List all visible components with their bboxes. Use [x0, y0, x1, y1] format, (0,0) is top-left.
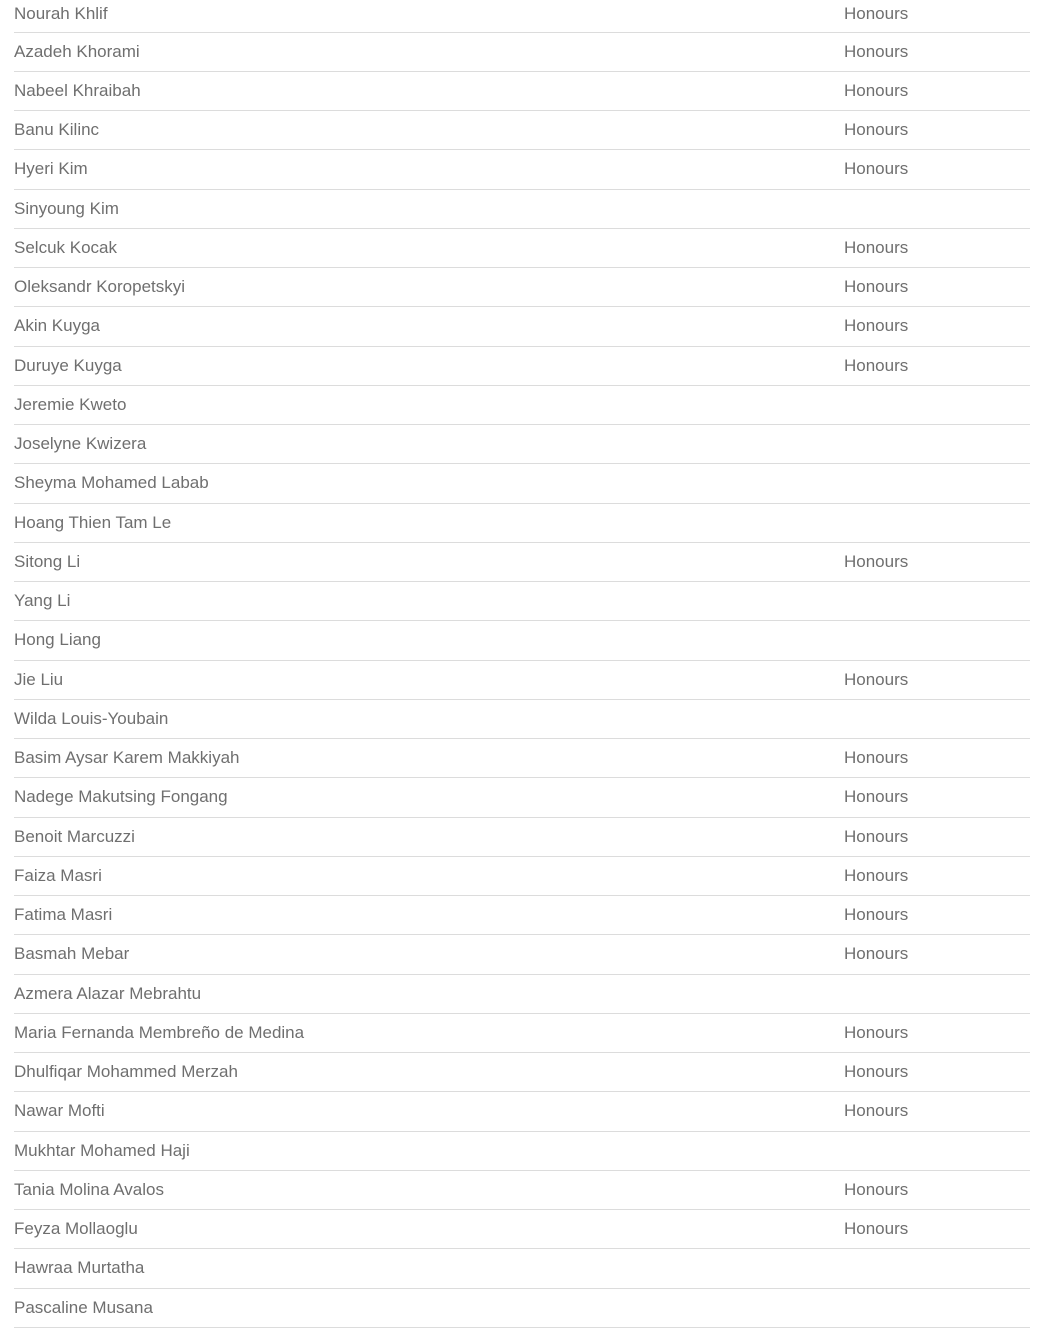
table-row [14, 856, 1030, 895]
honours-distinction: Honours [844, 1092, 1030, 1131]
graduate-name: Maria Fernanda Membreño de Medina [14, 1013, 844, 1052]
graduates-table [14, 0, 1030, 1328]
graduates-table-body [14, 0, 1030, 1327]
graduate-name: Yang Li [14, 582, 844, 621]
table-row [14, 1053, 1030, 1092]
graduate-name: Azadeh Khorami [14, 32, 844, 71]
table-row [14, 32, 1030, 71]
honours-distinction: Honours [844, 268, 1030, 307]
graduate-name: Jie Liu [14, 660, 844, 699]
table-row [14, 1170, 1030, 1209]
graduate-name: Jeremie Kweto [14, 385, 844, 424]
honours-distinction [844, 1249, 1030, 1288]
honours-distinction: Honours [844, 71, 1030, 110]
table-row [14, 464, 1030, 503]
table-row [14, 660, 1030, 699]
honours-distinction [844, 1288, 1030, 1327]
honours-distinction [844, 974, 1030, 1013]
table-row [14, 0, 1030, 32]
graduate-name: Nourah Khlif [14, 0, 844, 32]
table-row [14, 1131, 1030, 1170]
table-row [14, 71, 1030, 110]
graduate-name: Sinyoung Kim [14, 189, 844, 228]
honours-distinction: Honours [844, 896, 1030, 935]
honours-distinction [844, 189, 1030, 228]
graduate-name: Basmah Mebar [14, 935, 844, 974]
table-row [14, 974, 1030, 1013]
graduate-name: Joselyne Kwizera [14, 425, 844, 464]
graduate-name: Benoit Marcuzzi [14, 817, 844, 856]
graduate-name: Hyeri Kim [14, 150, 844, 189]
graduate-name: Wilda Louis-Youbain [14, 699, 844, 738]
graduate-name: Banu Kilinc [14, 111, 844, 150]
graduate-name: Mukhtar Mohamed Haji [14, 1131, 844, 1170]
table-row [14, 1249, 1030, 1288]
honours-distinction: Honours [844, 1053, 1030, 1092]
honours-distinction: Honours [844, 856, 1030, 895]
honours-distinction [844, 385, 1030, 424]
table-row [14, 268, 1030, 307]
honours-distinction: Honours [844, 150, 1030, 189]
honours-distinction: Honours [844, 935, 1030, 974]
table-row [14, 189, 1030, 228]
honours-distinction: Honours [844, 542, 1030, 581]
honours-distinction [844, 621, 1030, 660]
table-row [14, 778, 1030, 817]
graduate-name: Oleksandr Koropetskyi [14, 268, 844, 307]
table-row [14, 150, 1030, 189]
table-row [14, 896, 1030, 935]
honours-distinction: Honours [844, 32, 1030, 71]
graduate-name: Faiza Masri [14, 856, 844, 895]
graduate-name: Sheyma Mohamed Labab [14, 464, 844, 503]
graduate-name: Hong Liang [14, 621, 844, 660]
table-row [14, 935, 1030, 974]
table-row [14, 385, 1030, 424]
table-row [14, 346, 1030, 385]
honours-distinction [844, 1131, 1030, 1170]
honours-distinction: Honours [844, 1170, 1030, 1209]
honours-distinction [844, 425, 1030, 464]
graduate-name: Pascaline Musana [14, 1288, 844, 1327]
graduate-name: Hoang Thien Tam Le [14, 503, 844, 542]
honours-distinction [844, 699, 1030, 738]
graduate-name: Hawraa Murtatha [14, 1249, 844, 1288]
honours-distinction: Honours [844, 111, 1030, 150]
graduate-name: Nabeel Khraibah [14, 71, 844, 110]
honours-distinction: Honours [844, 307, 1030, 346]
table-row [14, 228, 1030, 267]
table-row [14, 542, 1030, 581]
honours-distinction: Honours [844, 0, 1030, 32]
graduate-name: Akin Kuyga [14, 307, 844, 346]
honours-distinction [844, 582, 1030, 621]
graduate-name: Azmera Alazar Mebrahtu [14, 974, 844, 1013]
table-row [14, 1092, 1030, 1131]
table-row [14, 503, 1030, 542]
table-row [14, 817, 1030, 856]
table-row [14, 1013, 1030, 1052]
honours-distinction: Honours [844, 817, 1030, 856]
table-row [14, 111, 1030, 150]
table-row [14, 582, 1030, 621]
graduate-name: Nawar Mofti [14, 1092, 844, 1131]
table-row [14, 1210, 1030, 1249]
graduate-name: Basim Aysar Karem Makkiyah [14, 739, 844, 778]
graduate-name: Fatima Masri [14, 896, 844, 935]
table-row [14, 699, 1030, 738]
graduate-name: Sitong Li [14, 542, 844, 581]
honours-distinction: Honours [844, 228, 1030, 267]
honours-distinction: Honours [844, 660, 1030, 699]
table-row [14, 307, 1030, 346]
graduate-name: Dhulfiqar Mohammed Merzah [14, 1053, 844, 1092]
graduate-name: Tania Molina Avalos [14, 1170, 844, 1209]
table-row [14, 1288, 1030, 1327]
graduate-name: Selcuk Kocak [14, 228, 844, 267]
honours-distinction [844, 503, 1030, 542]
table-row [14, 425, 1030, 464]
graduate-name: Duruye Kuyga [14, 346, 844, 385]
graduate-name: Nadege Makutsing Fongang [14, 778, 844, 817]
honours-distinction [844, 464, 1030, 503]
table-row [14, 621, 1030, 660]
honours-distinction: Honours [844, 739, 1030, 778]
honours-distinction: Honours [844, 1210, 1030, 1249]
table-row [14, 739, 1030, 778]
honours-distinction: Honours [844, 778, 1030, 817]
graduate-name: Feyza Mollaoglu [14, 1210, 844, 1249]
honours-distinction: Honours [844, 346, 1030, 385]
honours-distinction: Honours [844, 1013, 1030, 1052]
